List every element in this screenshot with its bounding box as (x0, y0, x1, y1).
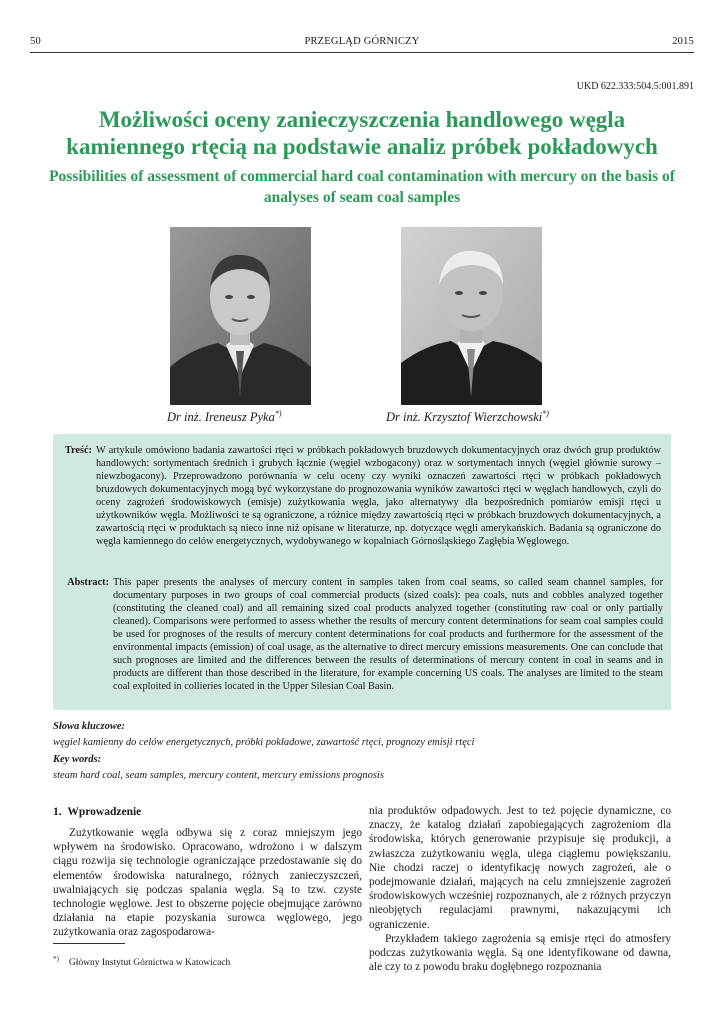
footnote (53, 955, 230, 968)
ukd-code: UKD 622.333:504.5:001.891 (576, 81, 694, 92)
keywords-english: steam hard coal, seam samples, mercury content, mercury emissions prognosis (53, 770, 384, 781)
abstract-polish-text: W artykule omówiono badania zawartości rtęci w próbkach pokładowych bruzdowych dokumentacyjnych oraz dwóch grup produktów handlowych: sortymentach średnich i grubych łącznie (węgiel wzbogacony) oraz w sortymentach innych (węgiel głównie surowy – niewzbogacony). Przeprowadzono porównania w celu oceny czy wyniki oznaczeń zawartości rtęci w próbkach pokładowych bruzdowych dokumentacyjnych mogą być wykorzystane do prognozowania wyników zawartości rtęci w węglach handlowych, czyli do oceny zagrożeń środowiskowych (emisje) zużytkowania węgla, jako alternatywy dla bezpośrednich pomiarów emisji rtęci u użytkowników węgla. Możliwości te są ograniczone, a różnice między zawartością rtęci w próbkach bruzdowych dokumentacyjnych, a zawartością rtęci w produktach są nieco inne niż opisane w literaturze, np. dotyczące węgli amerykańskich. Badania są ograniczone do węgla kamiennego do celów energetycznych, wydobywanego w kopalniach Górnośląskiego Zagłębia Węglowego. (96, 445, 661, 547)
keywords-polish: węgiel kamienny do celów energetycznych, próbki pokładowe, zawartość rtęci, prognozy emisji rtęci (53, 737, 475, 748)
body-paragraph: Zużytkowanie węgla odbywa się z coraz mniejszym jego wpływem na środowisko. Opracowano, wdrożono i w dalszym ciągu rozwija się technologie ograniczające przedostawanie się do elementów środowiska naturalnego, różnych zanieczyszczeń, uwalniających się podczas spalania węgla. Są to tzw. czyste technologie węglowe. Jest to obszerne pojęcie obejmujące zarówno działania na etapie pozyskania surowca węglowego, jego zużytkowania oraz zagospodarowa- (53, 827, 362, 939)
page-number: 50 (30, 36, 41, 47)
author-photo-pyka (170, 227, 311, 405)
keywords-polish-label: Słowa kluczowe: (53, 721, 126, 732)
author-photo-wierzchowski (401, 227, 542, 405)
section-title: Wprowadzenie (67, 806, 142, 818)
abstract-english-label: Abstract: (67, 577, 109, 588)
body-paragraph: nia produktów odpadowych. Jest to też pojęcie dynamiczne, co znaczy, że katalog działań zapobiegających zagrożeniom dla środowiska, których generowanie przypisuje się produkcji, a zwłaszcza zużytkowaniu węgla, ulega ciągłemu powiększaniu. Nie chodzi raczej o identyfikację nowych zagrożeń, ale o podejmowanie działań, mających na celu zmniejszenie zagrożeń środowiskowych wcześniej rozpoznanych, ale z różnych przyczyn nieobjętych regulacjami prawnymi, nakazującymi ich ograniczenie. (369, 805, 671, 931)
body-column-right (369, 804, 671, 974)
footnote-text: Główny Instytut Górnictwa w Katowicach (68, 958, 231, 969)
body-column-left (53, 826, 362, 940)
section-number: 1. (53, 806, 62, 818)
footnote-mark: *) (53, 955, 59, 963)
journal-name: PRZEGLĄD GÓRNICZY (304, 36, 420, 47)
section-heading (53, 806, 141, 818)
footnote-rule (53, 943, 125, 944)
abstract-polish-label: Treść: (64, 445, 92, 456)
author-footnote-mark: *) (274, 409, 282, 418)
author-name-text: Dr inż. Krzysztof Wierzchowski (386, 410, 543, 425)
author-name-wierzchowski (386, 409, 549, 425)
journal-year: 2015 (672, 36, 694, 47)
author-name-text: Dr inż. Ireneusz Pyka (167, 410, 275, 425)
abstract-english-text: This paper presents the analyses of mercury content in samples taken from coal seams, so called seam channel samples, for documentary purposes in two groups of coal commercial products (sized coals): pea coals, nuts and cobbles analyzed together (constituting the cleaned coal) and all remaining sized coal products analyzed together (constituting raw coal or only partially cleaned). Comparisons were performed to assess whether the results of mercury content determinations for seam coal samples could be used for prognoses of the results of mercury content determinations for coal products and furthermore for the assessment of the environmental impacts (emission) of coal usage, as the alternative to direct mercury emissions measurements. One can conclude that such prognoses are limited and the differences between the results of determinations of mercury content in coal in seams and in products are different than those described in the literature, for example concerning US coals. The analyses are limited to the steam coal exploited in collieries located in the Upper Silesian Coal Basin. (113, 577, 663, 692)
abstract-box (53, 434, 671, 710)
author-footnote-mark: *) (542, 409, 549, 418)
header-rule (30, 52, 694, 53)
author-name-pyka (167, 409, 282, 425)
keywords-english-label: Key words: (53, 754, 102, 765)
body-paragraph: Przykładem takiego zagrożenia są emisje rtęci do atmosfery podczas zużytkowania węgla. Są one identyfikowane od dawna, ale czy to z powodu braku dogłębnego rozpoznania (369, 932, 671, 974)
title-polish: Możliwości oceny zanieczyszczenia handlowego węgla kamiennego rtęcią na podstawie analiz próbek pokładowych (66, 107, 658, 159)
title-english: Possibilities of assessment of commercial hard coal contamination with mercury on the basis of analyses of seam coal samples (49, 168, 675, 206)
